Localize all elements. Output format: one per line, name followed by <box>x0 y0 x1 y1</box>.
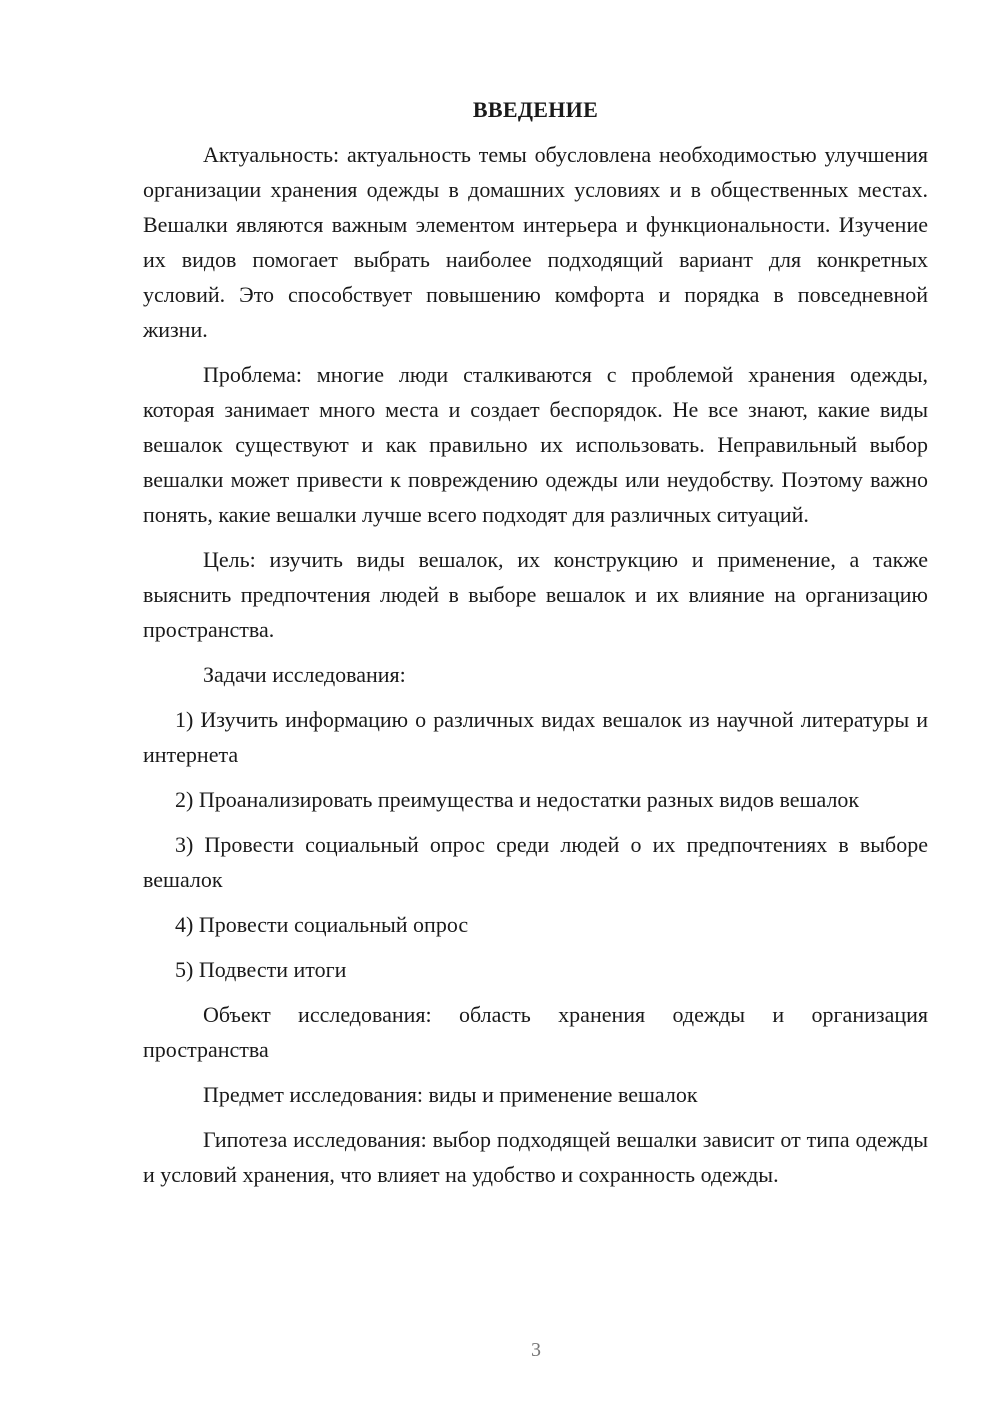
task-item-3: 3) Провести социальный опрос среди людей о их предпочтениях в выборе вешалок <box>143 832 928 892</box>
paragraph-hypothesis: Гипотеза исследования: выбор подходящей вешалки зависит от типа одежды и условий хранения, что влияет на удобство и сохранность одежды. <box>143 1127 928 1187</box>
task-item-2: 2) Проанализировать преимущества и недостатки разных видов вешалок <box>175 787 860 812</box>
paragraph-subject: Предмет исследования: виды и применение вешалок <box>203 1082 698 1107</box>
task-item-1: 1) Изучить информацию о различных видах вешалок из научной литературы и интернета <box>143 707 928 767</box>
section-title: ВВЕДЕНИЕ <box>472 97 599 122</box>
page-number: 3 <box>531 1339 541 1361</box>
paragraph-problem: Проблема: многие люди сталкиваются с проблемой хранения одежды, которая занимает много места и создает беспорядок. Не все знают, какие виды вешалок существуют и как правильно их использовать. Неправильный выбор вешалки может привести к повреждению одежды или неудобству. Поэтому важно понять, какие вешалки лучше всего подходят для различных ситуаций. <box>143 362 928 527</box>
task-item-5: 5) Подвести итоги <box>175 957 347 982</box>
page-content <box>143 92 928 1202</box>
paragraph-object: Объект исследования: область хранения одежды и организация пространства <box>143 1002 928 1062</box>
paragraph-goal: Цель: изучить виды вешалок, их конструкцию и применение, а также выяснить предпочтения людей в выборе вешалок и их влияние на организацию пространства. <box>143 547 928 642</box>
paragraph-tasks-heading: Задачи исследования: <box>203 662 406 687</box>
task-item-4: 4) Провести социальный опрос <box>175 912 469 937</box>
paragraph-relevance: Актуальность: актуальность темы обусловлена необходимостью улучшения организации хранения одежды в домашних условиях и в общественных местах. Вешалки являются важным элементом интерьера и функциональности. Изучение их видов помогает выбрать наиболее подходящий вариант для конкретных условий. Это способствует повышению комфорта и порядка в повседневной жизни. <box>143 142 928 342</box>
